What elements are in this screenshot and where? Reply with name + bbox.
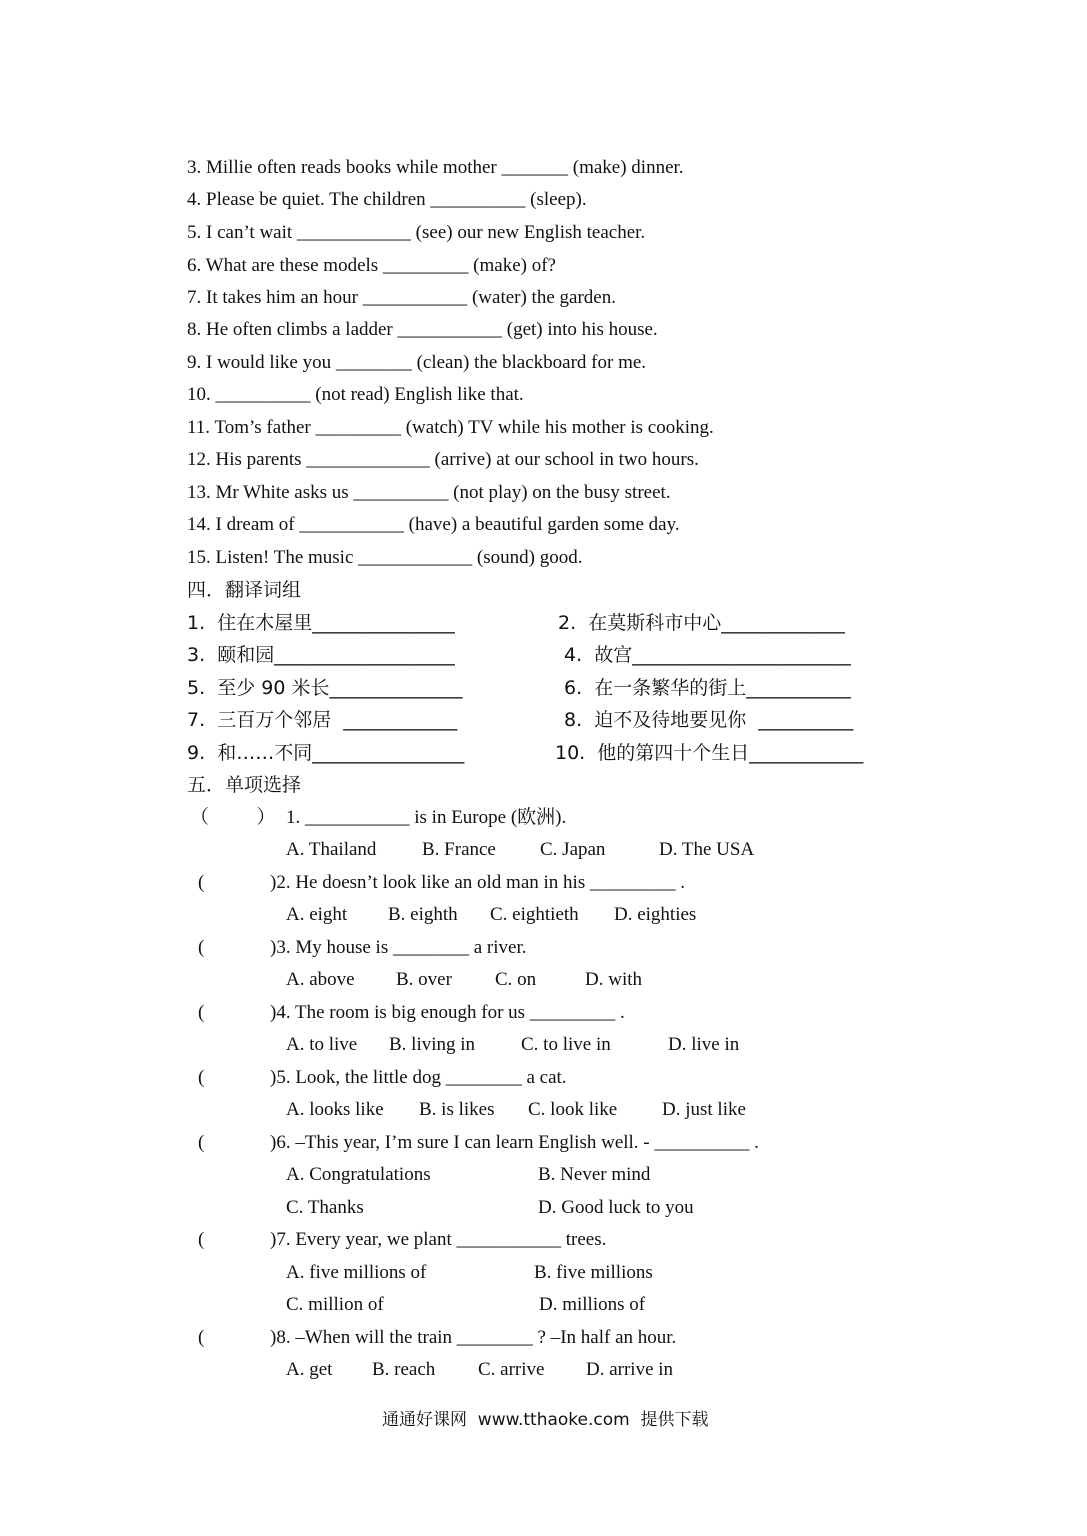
option: D. Good luck to you <box>538 1197 694 1218</box>
section-heading: 四．翻译词组 <box>187 579 302 601</box>
question-stem: )7. Every year, we plant ___________ trees. <box>270 1229 607 1250</box>
translation-item: 10. 他的第四十个生日____________ <box>555 742 864 764</box>
option: B. eighth <box>388 904 458 925</box>
option: B. is likes <box>419 1099 495 1120</box>
option: B. five millions <box>534 1262 653 1283</box>
option: C. eightieth <box>490 904 579 925</box>
answer-paren: ( <box>198 1229 205 1250</box>
answer-paren: （ ） <box>190 807 276 828</box>
translation-item: 3. 颐和园___________________ <box>187 644 455 666</box>
translation-item: 8. 迫不及待地要见你 __________ <box>564 709 854 731</box>
option: C. arrive <box>478 1359 545 1380</box>
option: B. France <box>422 839 496 860</box>
answer-paren: ( <box>198 1002 205 1023</box>
exercise-item: 10. __________ (not read) English like that. <box>187 384 524 405</box>
option: D. millions of <box>539 1294 646 1315</box>
option: A. get <box>286 1359 333 1380</box>
option: C. Japan <box>540 839 606 860</box>
question-stem: )3. My house is ________ a river. <box>270 937 527 958</box>
question-stem: )2. He doesn’t look like an old man in his _________ . <box>270 872 685 893</box>
footer-text: 通通好课网 www.tthaoke.com 提供下载 <box>382 1410 709 1430</box>
option: C. Thanks <box>286 1197 364 1218</box>
option: D. with <box>585 969 642 990</box>
option: D. live in <box>668 1034 740 1055</box>
question-stem: )5. Look, the little dog ________ a cat. <box>270 1067 567 1088</box>
option: C. million of <box>286 1294 384 1315</box>
question-stem: )4. The room is big enough for us _________ . <box>270 1002 625 1023</box>
option: B. living in <box>389 1034 476 1055</box>
answer-paren: ( <box>198 1132 205 1153</box>
answer-paren: ( <box>198 872 205 893</box>
option: A. five millions of <box>286 1262 427 1283</box>
translation-item: 4. 故宫_______________________ <box>564 644 851 666</box>
exercise-item: 13. Mr White asks us __________ (not play) on the busy street. <box>187 482 671 503</box>
question-stem: )6. –This year, I’m sure I can learn English well. - __________ . <box>270 1132 759 1153</box>
translation-item: 6. 在一条繁华的街上___________ <box>564 677 851 699</box>
option: A. Thailand <box>286 839 377 860</box>
translation-item: 7. 三百万个邻居 ____________ <box>187 709 458 731</box>
translation-item: 2. 在莫斯科市中心_____________ <box>558 612 845 634</box>
option: D. eighties <box>614 904 697 925</box>
option: D. just like <box>662 1099 746 1120</box>
answer-paren: ( <box>198 1067 205 1088</box>
option: A. looks like <box>286 1099 384 1120</box>
question-stem: 1. ___________ is in Europe (欧洲). <box>286 807 567 828</box>
option: B. over <box>396 969 452 990</box>
option: D. arrive in <box>586 1359 674 1380</box>
option: A. to live <box>286 1034 358 1055</box>
exercise-item: 3. Millie often reads books while mother _______ (make) dinner. <box>187 157 684 178</box>
translation-item: 1. 住在木屋里_______________ <box>187 612 455 634</box>
option: D. The USA <box>659 839 755 860</box>
translation-item: 9. 和……不同________________ <box>187 742 465 764</box>
answer-paren: ( <box>198 937 205 958</box>
answer-paren: ( <box>198 1327 205 1348</box>
exercise-item: 12. His parents _____________ (arrive) at our school in two hours. <box>187 449 699 470</box>
question-stem: )8. –When will the train ________ ? –In half an hour. <box>270 1327 677 1348</box>
option: B. Never mind <box>538 1164 651 1185</box>
translation-item: 5. 至少 90 米长______________ <box>187 677 463 699</box>
option: C. look like <box>528 1099 618 1120</box>
exercise-item: 15. Listen! The music ____________ (sound) good. <box>187 547 583 568</box>
exercise-item: 7. It takes him an hour ___________ (water) the garden. <box>187 287 616 308</box>
exercise-item: 5. I can’t wait ____________ (see) our new English teacher. <box>187 222 646 243</box>
exercise-item: 8. He often climbs a ladder ___________ (get) into his house. <box>187 319 658 340</box>
exercise-item: 6. What are these models _________ (make) of? <box>187 255 556 276</box>
exercise-item: 4. Please be quiet. The children __________ (sleep). <box>187 189 587 210</box>
option: A. eight <box>286 904 348 925</box>
option: A. Congratulations <box>286 1164 431 1185</box>
exercise-item: 11. Tom’s father _________ (watch) TV while his mother is cooking. <box>187 417 714 438</box>
option: C. on <box>495 969 537 990</box>
section-heading: 五．单项选择 <box>187 774 302 796</box>
option: A. above <box>286 969 355 990</box>
option: C. to live in <box>521 1034 611 1055</box>
exercise-item: 9. I would like you ________ (clean) the blackboard for me. <box>187 352 647 373</box>
exercise-item: 14. I dream of ___________ (have) a beautiful garden some day. <box>187 514 680 535</box>
option: B. reach <box>372 1359 436 1380</box>
